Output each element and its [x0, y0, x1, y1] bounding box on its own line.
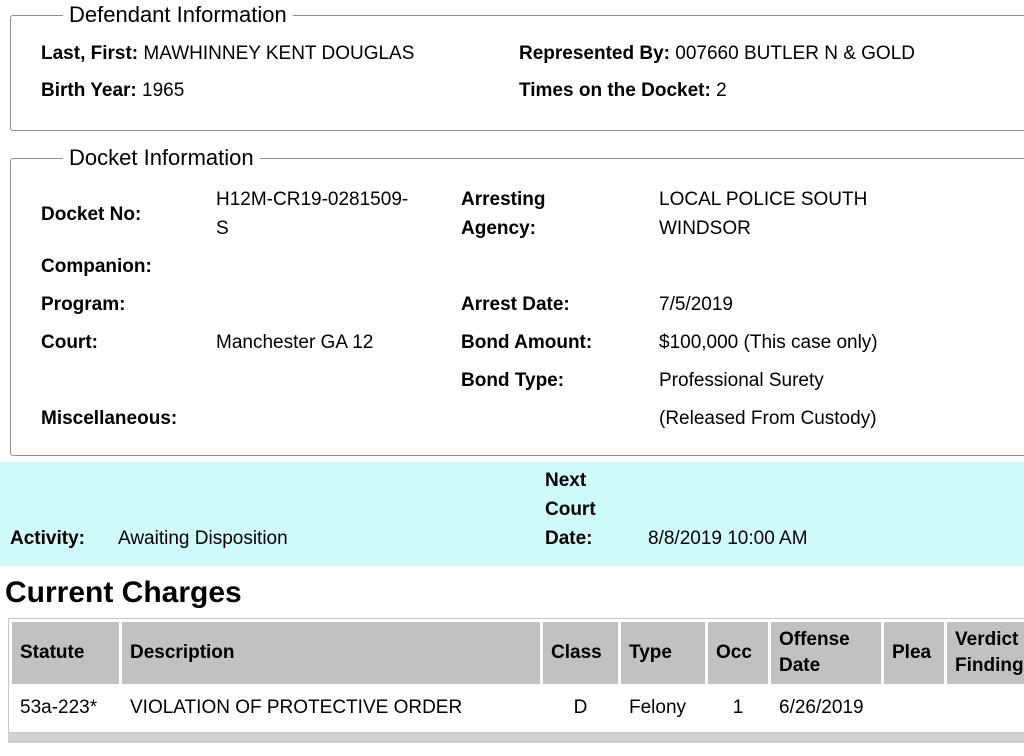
docket-no-label: Docket No:: [41, 203, 142, 225]
column-header-verdict-finding: Verdict Finding: [947, 622, 1024, 684]
bond-type-value: Professional Surety: [659, 370, 824, 391]
defendant-grid: [41, 42, 1024, 103]
times-on-docket-value: 2: [716, 80, 727, 101]
next-row-edge: [8, 733, 1024, 743]
court-value: Manchester GA 12: [216, 332, 374, 353]
times-on-docket-field: [519, 79, 1024, 103]
current-charges-title: Current Charges: [5, 576, 242, 609]
court-label: Court:: [41, 332, 98, 353]
birth-year-label: Birth Year:: [41, 80, 137, 101]
next-court-date-label: Next Court Date:: [545, 470, 596, 549]
charge-description: VIOLATION OF PROTECTIVE ORDER: [122, 687, 540, 729]
times-on-docket-label: Times on the Docket:: [519, 80, 711, 101]
bond-amount-label: Bond Amount:: [461, 332, 593, 353]
birth-year-field: [41, 79, 519, 103]
charge-type: Felony: [621, 687, 705, 729]
column-header-description: Description: [122, 622, 540, 684]
current-charges-table: [8, 618, 1024, 733]
arresting-agency-value: LOCAL POLICE SOUTH WINDSOR: [659, 189, 868, 239]
program-label: Program:: [41, 294, 126, 315]
bond-amount-value: $100,000 (This case only): [659, 332, 878, 353]
charge-plea: [884, 687, 944, 729]
activity-value: Awaiting Disposition: [118, 528, 288, 549]
activity-label: Activity:: [10, 528, 85, 549]
last-first-label: Last, First:: [41, 43, 139, 64]
arresting-agency-label: Arresting Agency:: [461, 189, 546, 239]
released-from-custody-note: (Released From Custody): [659, 408, 877, 429]
last-first-field: [41, 42, 519, 66]
last-first-value: MAWHINNEY KENT DOUGLAS: [143, 43, 415, 64]
column-header-plea: Plea: [884, 622, 944, 684]
miscellaneous-label: Miscellaneous:: [41, 408, 178, 429]
column-header-type: Type: [621, 622, 705, 684]
charge-class: D: [543, 687, 618, 729]
charge-statute: 53a-223*: [12, 687, 119, 729]
docket-no-value: H12M-CR19-0281509-S: [216, 189, 409, 239]
column-header-statute: Statute: [12, 622, 119, 684]
arrest-date-value: 7/5/2019: [659, 294, 733, 315]
represented-by-value: 007660 BUTLER N & GOLD: [675, 43, 915, 64]
birth-year-value: 1965: [142, 80, 185, 101]
next-court-date-value: 8/8/2019 10:00 AM: [648, 528, 808, 549]
charges-header-row: [12, 622, 1024, 684]
column-header-offense-date: Offense Date: [771, 622, 881, 684]
charge-verdict-finding: [947, 687, 1024, 729]
defendant-information-legend: Defendant Information: [69, 2, 287, 27]
bond-type-label: Bond Type:: [461, 370, 565, 391]
docket-grid: [41, 185, 1024, 433]
companion-label: Companion:: [41, 256, 152, 277]
charge-row: [12, 687, 1024, 729]
docket-information-section: [10, 145, 1024, 456]
represented-by-label: Represented By:: [519, 43, 670, 64]
docket-information-legend: Docket Information: [69, 145, 254, 170]
arrest-date-label: Arrest Date:: [461, 294, 570, 315]
column-header-class: Class: [543, 622, 618, 684]
represented-by-field: [519, 42, 1024, 66]
defendant-information-section: [10, 2, 1024, 131]
column-header-occ: Occ: [708, 622, 768, 684]
activity-banner: [0, 462, 1024, 566]
charge-occ: 1: [708, 687, 768, 729]
charge-offense-date: 6/26/2019: [771, 687, 881, 729]
